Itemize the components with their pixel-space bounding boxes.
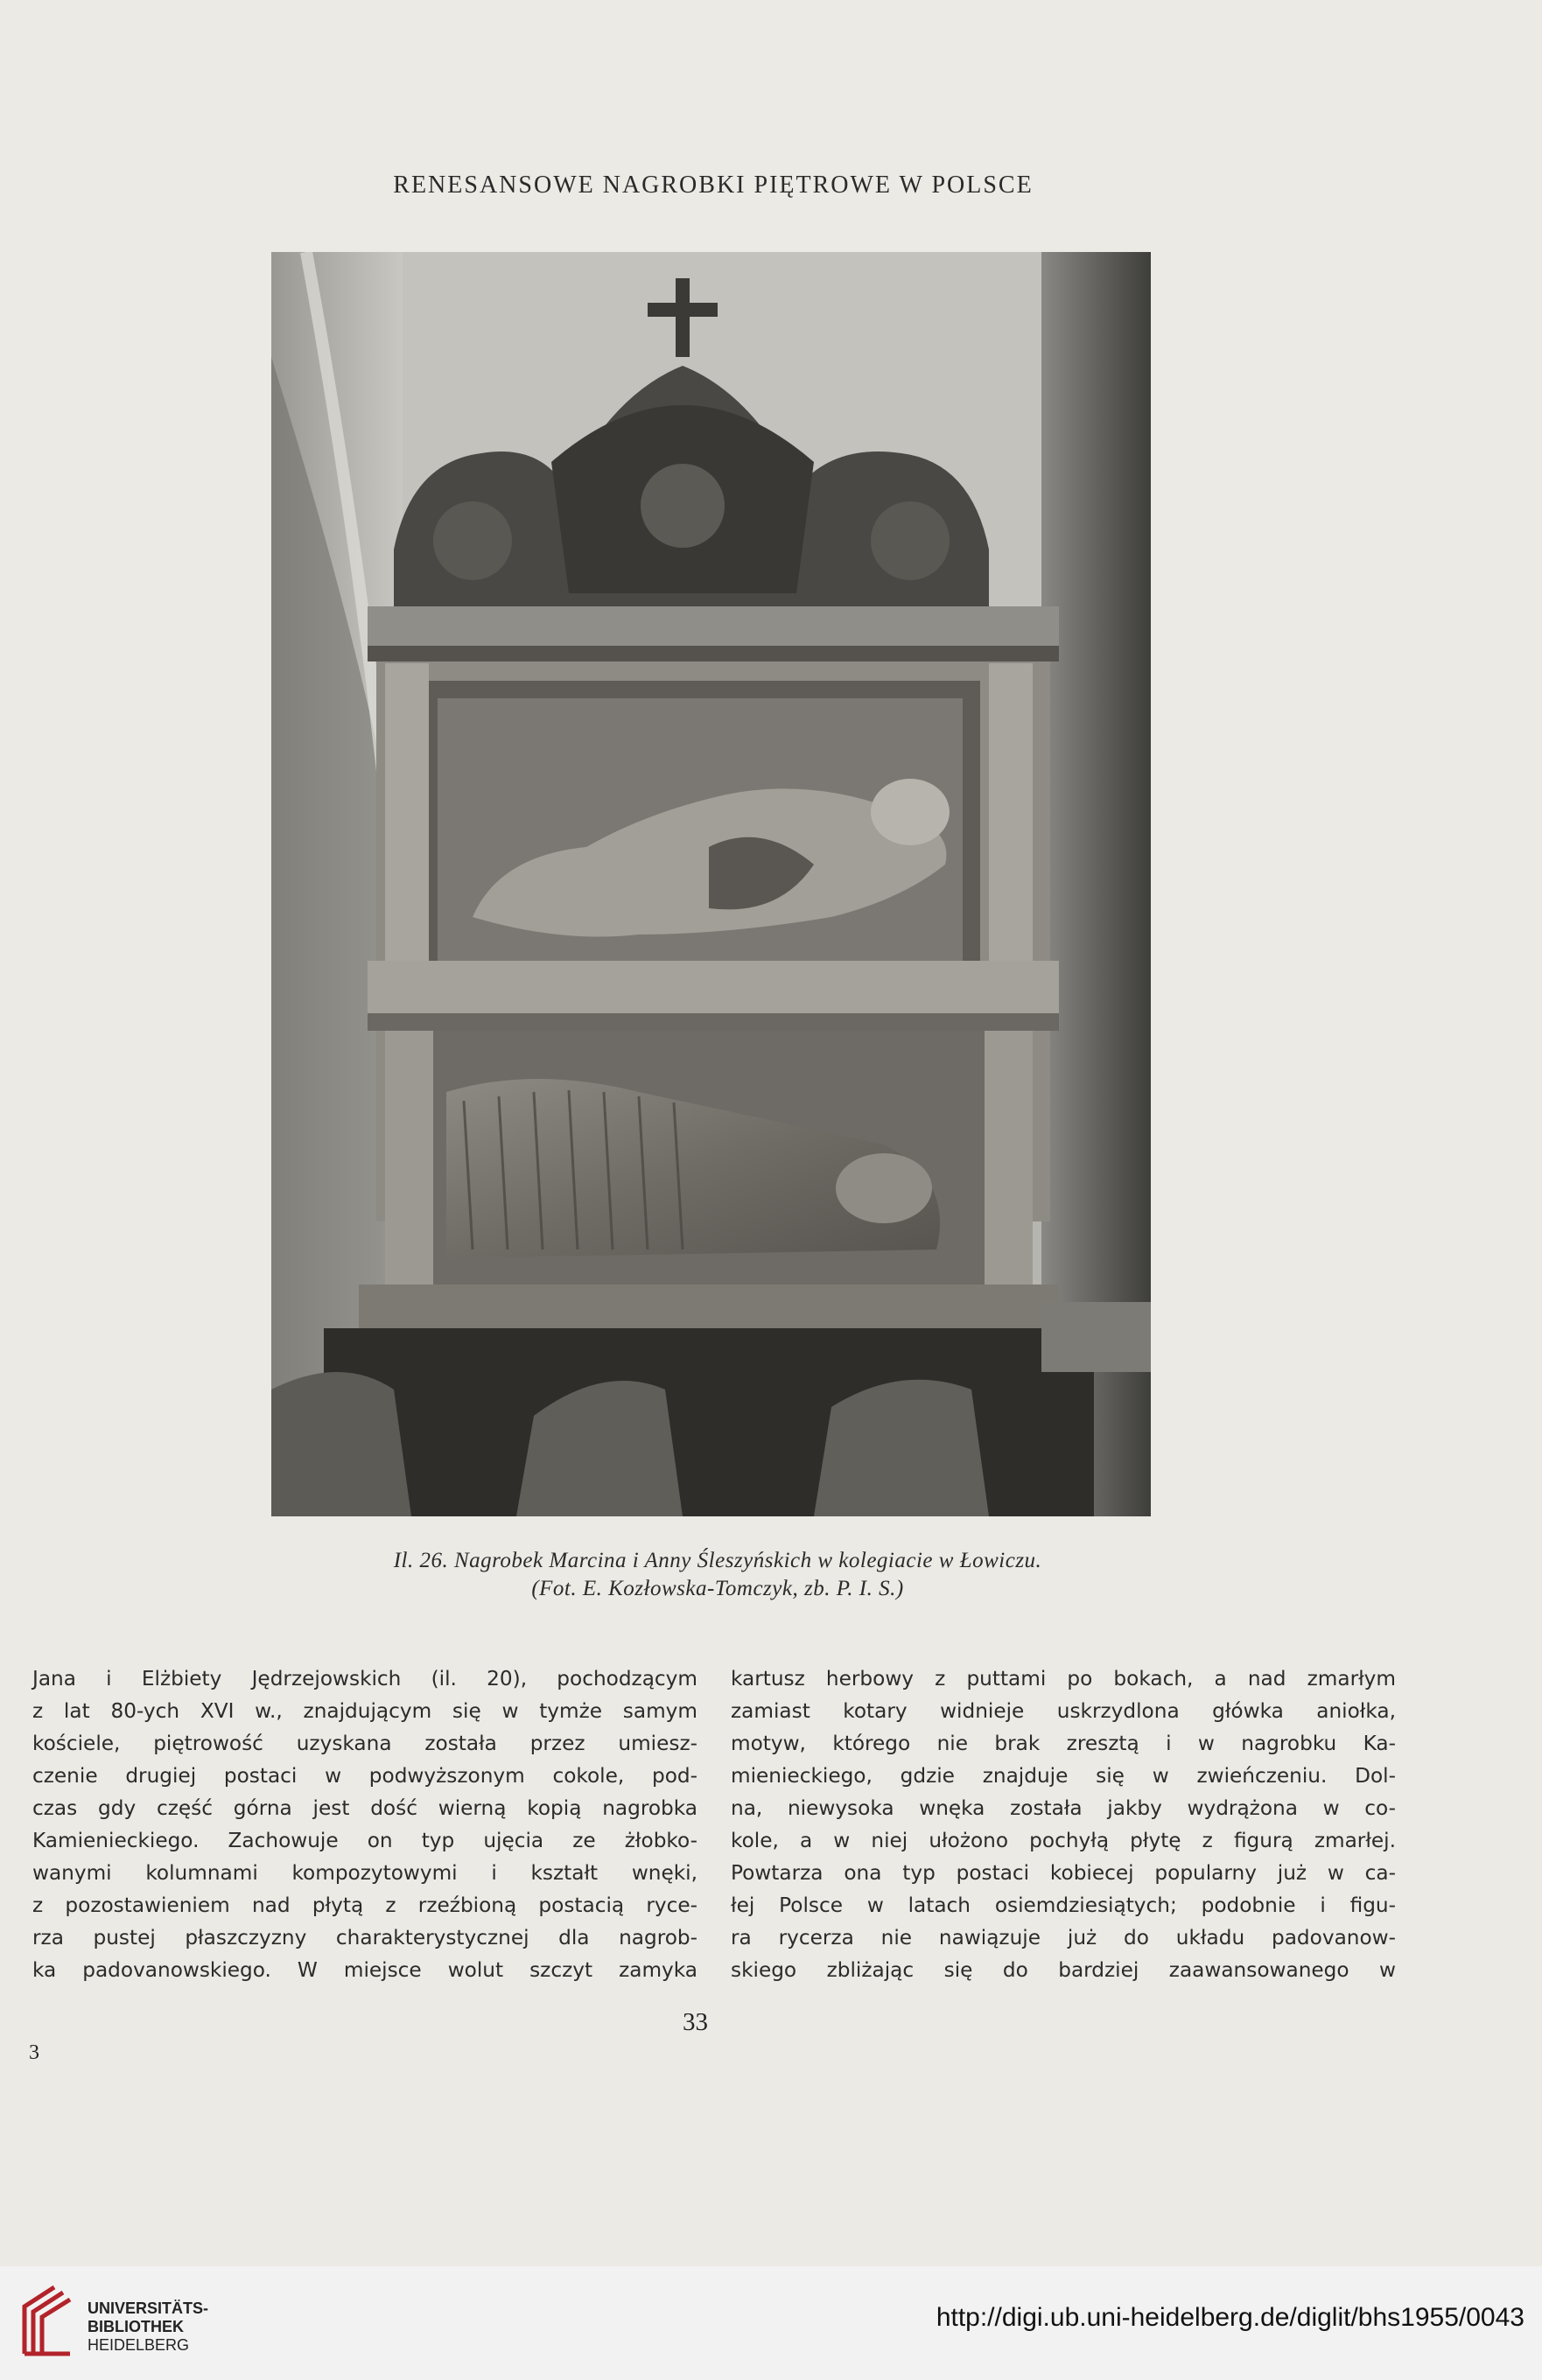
text-line: ra rycerza nie nawiązuje już do układu padovanow- (731, 1926, 1396, 1950)
right-text-column (731, 1662, 1396, 1986)
library-name-line: UNIVERSITÄTS- (88, 2300, 209, 2317)
text-line: rza pustej płaszczyzny charakterystycznej dla nagrob- (32, 1926, 697, 1950)
library-name (88, 2300, 208, 2355)
text-line: z pozostawieniem nad płytą z rzeźbioną postacią ryce- (32, 1894, 697, 1917)
page-number: 33 (683, 2008, 708, 2036)
signature-mark: 3 (29, 2041, 39, 2064)
text-line: Jana i Elżbiety Jędrzejowskich (il. 20), pochodzącym (32, 1667, 697, 1690)
library-logo-icon (19, 2282, 72, 2359)
text-line: skiego zbliżając się do bardziej zaawansowanego w (731, 1958, 1396, 1982)
text-line: ka padovanowskiego. W miejsce wolut szczyt zamyka (32, 1958, 697, 1982)
text-line: wanymi kolumnami kompozytowymi i kształt wnęki, (32, 1861, 697, 1885)
text-line: łej Polsce w latach osiemdziesiątych; podobnie i figu- (731, 1894, 1396, 1917)
text-line: zamiast kotary widnieje uskrzydlona główka aniołka, (731, 1699, 1396, 1723)
source-url-link[interactable]: http://digi.ub.uni-heidelberg.de/diglit/bhs1955/0043 (936, 2303, 1524, 2332)
text-line: z lat 80-ych XVI w., znajdującym się w tymże samym (32, 1699, 697, 1723)
caption-credit: (Fot. E. Kozłowska-Tomczyk, zb. P. I. S.) (531, 1577, 904, 1600)
text-line: Powtarza ona typ postaci kobiecej popularny już w ca- (731, 1861, 1396, 1885)
text-line: kole, a w niej ułożono pochyłą płytę z figurą zmarłej. (731, 1829, 1396, 1852)
text-line: kościele, piętrowość uzyskana została przez umiesz- (32, 1732, 697, 1755)
caption-title: Il. 26. Nagrobek Marcina i Anny Śleszyńskich w kolegiacie w Łowiczu. (393, 1549, 1042, 1572)
library-name-line: BIBLIOTHEK (88, 2318, 184, 2335)
text-line: mienieckiego, gdzie znajduje się w zwieńczeniu. Dol- (731, 1764, 1396, 1788)
text-line: motyw, którego nie brak zresztą i w nagrobku Ka- (731, 1732, 1396, 1755)
text-line: na, niewysoka wnęka została jakby wydrążona w co- (731, 1796, 1396, 1820)
figure-caption (263, 1547, 1173, 1603)
left-text-column (32, 1662, 697, 1986)
library-name-line: HEIDELBERG (88, 2336, 190, 2354)
tomb-photograph (271, 252, 1151, 1516)
text-line: kartusz herbowy z puttami po bokach, a nad zmarłym (731, 1667, 1396, 1690)
text-line: Kamienieckiego. Zachowuje on typ ujęcia ze żłobko- (32, 1829, 697, 1852)
text-line: czas gdy część górna jest dość wierną kopią nagrobka (32, 1796, 697, 1820)
running-title: RENESANSOWE NAGROBKI PIĘTROWE W POLSCE (393, 172, 1034, 199)
text-line: czenie drugiej postaci w podwyższonym cokole, pod- (32, 1764, 697, 1788)
